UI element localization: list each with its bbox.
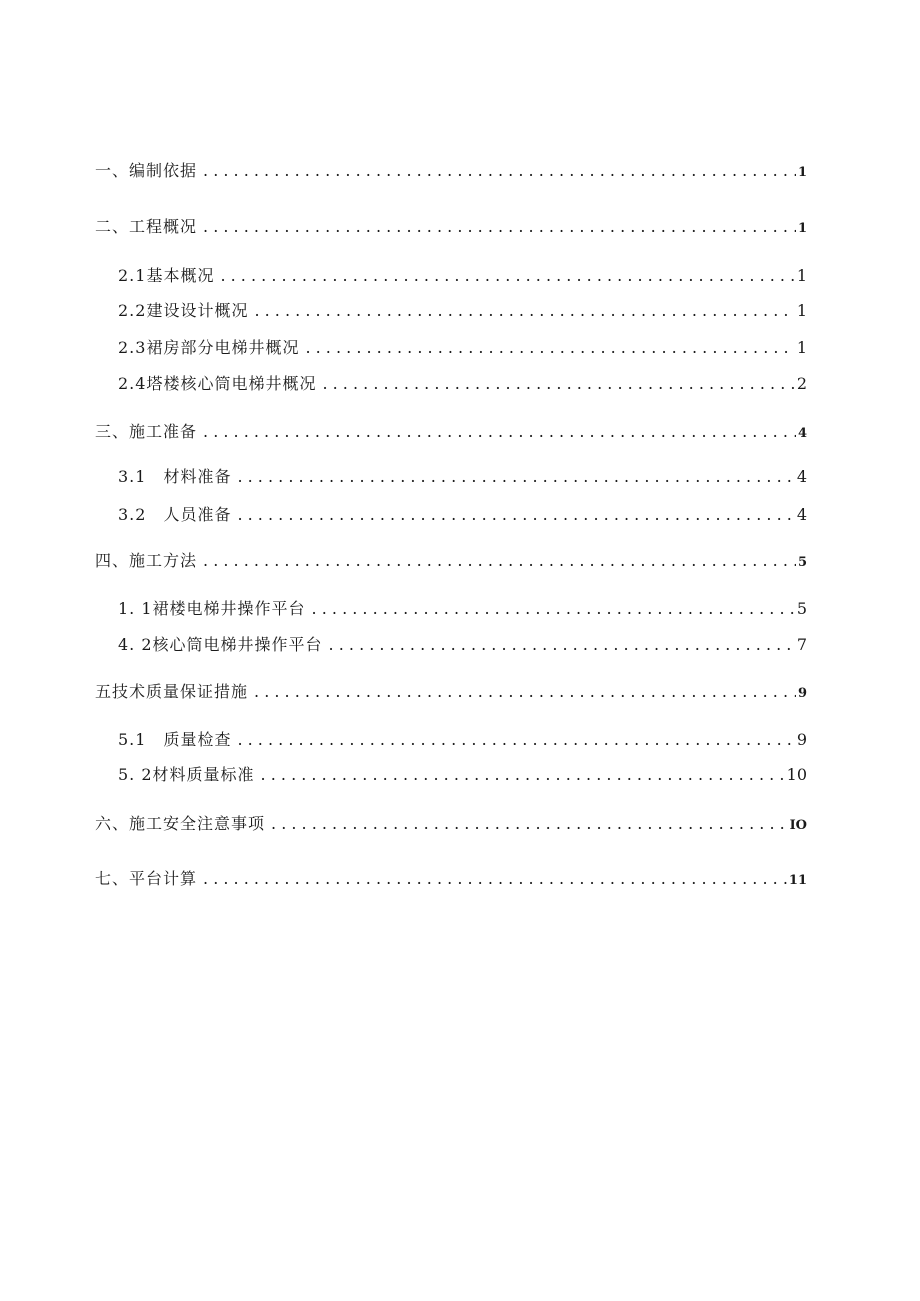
toc-entry-label: 六、施工安全注意事项 xyxy=(95,814,266,833)
toc-leader-dots xyxy=(261,763,785,787)
toc-entry-label: 七、平台计算 xyxy=(95,869,198,888)
toc-leader-dots xyxy=(237,465,794,489)
toc-leader-dots xyxy=(305,336,794,360)
toc-entry-page: 7 xyxy=(796,635,807,654)
toc-entry-page: 4 xyxy=(796,467,807,486)
toc-entry[interactable] xyxy=(118,264,807,288)
toc-entry[interactable] xyxy=(95,867,807,891)
toc-leader-dots xyxy=(312,597,795,621)
toc-entry[interactable] xyxy=(95,215,807,239)
toc-leader-dots xyxy=(271,812,788,836)
toc-leader-dots xyxy=(203,215,796,239)
toc-leader-dots xyxy=(203,549,796,573)
toc-entry-label: 3.1 材料准备 xyxy=(118,467,232,486)
toc-leader-dots xyxy=(237,503,794,527)
toc-leader-dots xyxy=(254,680,796,704)
toc-entry-page: 1 xyxy=(797,221,807,236)
toc-entry[interactable] xyxy=(95,159,807,183)
toc-entry-page: IO xyxy=(789,818,807,833)
toc-leader-dots xyxy=(203,867,787,891)
toc-entry-page: 4 xyxy=(796,505,807,524)
toc-entry[interactable] xyxy=(118,465,807,489)
toc-entry-label: 四、施工方法 xyxy=(95,551,198,570)
toc-entry-page: 1 xyxy=(796,266,807,285)
toc-leader-dots xyxy=(237,728,794,752)
toc-entry-label: 二、工程概况 xyxy=(95,217,198,236)
toc-entry-page: 2 xyxy=(796,374,807,393)
toc-entry-label: 2.3裙房部分电梯井概况 xyxy=(118,338,300,357)
toc-entry-page: 1 xyxy=(796,338,807,357)
toc-entry[interactable] xyxy=(118,728,807,752)
toc-leader-dots xyxy=(254,299,794,323)
toc-entry[interactable] xyxy=(118,763,807,787)
toc-entry-page: 1 xyxy=(796,301,807,320)
toc-entry[interactable] xyxy=(95,812,807,836)
toc-entry-label: 2.1基本概况 xyxy=(118,266,215,285)
toc-entry-label: 4. 2核心筒电梯井操作平台 xyxy=(118,635,323,654)
toc-entry-label: 1. 1裙楼电梯井操作平台 xyxy=(118,599,306,618)
toc-entry[interactable] xyxy=(118,372,807,396)
toc-entry-page: 10 xyxy=(786,765,807,784)
toc-entry[interactable] xyxy=(118,633,807,657)
toc-entry-page: 4 xyxy=(797,426,807,441)
toc-leader-dots xyxy=(329,633,795,657)
toc-leader-dots xyxy=(203,159,796,183)
toc-entry-label: 一、编制依据 xyxy=(95,161,198,180)
toc-entry[interactable] xyxy=(118,299,807,323)
toc-entry[interactable] xyxy=(95,420,807,444)
toc-entry-page: 9 xyxy=(797,686,807,701)
toc-entry-label: 三、施工准备 xyxy=(95,422,198,441)
toc-entry[interactable] xyxy=(95,549,807,573)
toc-entry[interactable] xyxy=(118,503,807,527)
toc-entry-label: 5. 2材料质量标准 xyxy=(118,765,255,784)
toc-entry-page: 9 xyxy=(796,730,807,749)
toc-entry-page: 5 xyxy=(796,599,807,618)
toc-entry-label: 3.2 人员准备 xyxy=(118,505,232,524)
toc-entry-page: 1 xyxy=(797,165,807,180)
toc-entry[interactable] xyxy=(118,336,807,360)
toc-entry-label: 五技术质量保证措施 xyxy=(95,682,249,701)
toc-entry-page: 5 xyxy=(797,555,807,570)
toc-entry-label: 2.4塔楼核心筒电梯井概况 xyxy=(118,374,317,393)
toc-entry-label: 2.2建设设计概况 xyxy=(118,301,249,320)
toc-entry-page: 11 xyxy=(788,873,807,888)
toc-leader-dots xyxy=(203,420,796,444)
toc-entry-label: 5.1 质量检查 xyxy=(118,730,232,749)
toc-entry[interactable] xyxy=(95,680,807,704)
toc-entry[interactable] xyxy=(118,597,807,621)
toc-leader-dots xyxy=(220,264,794,288)
toc-leader-dots xyxy=(322,372,794,396)
